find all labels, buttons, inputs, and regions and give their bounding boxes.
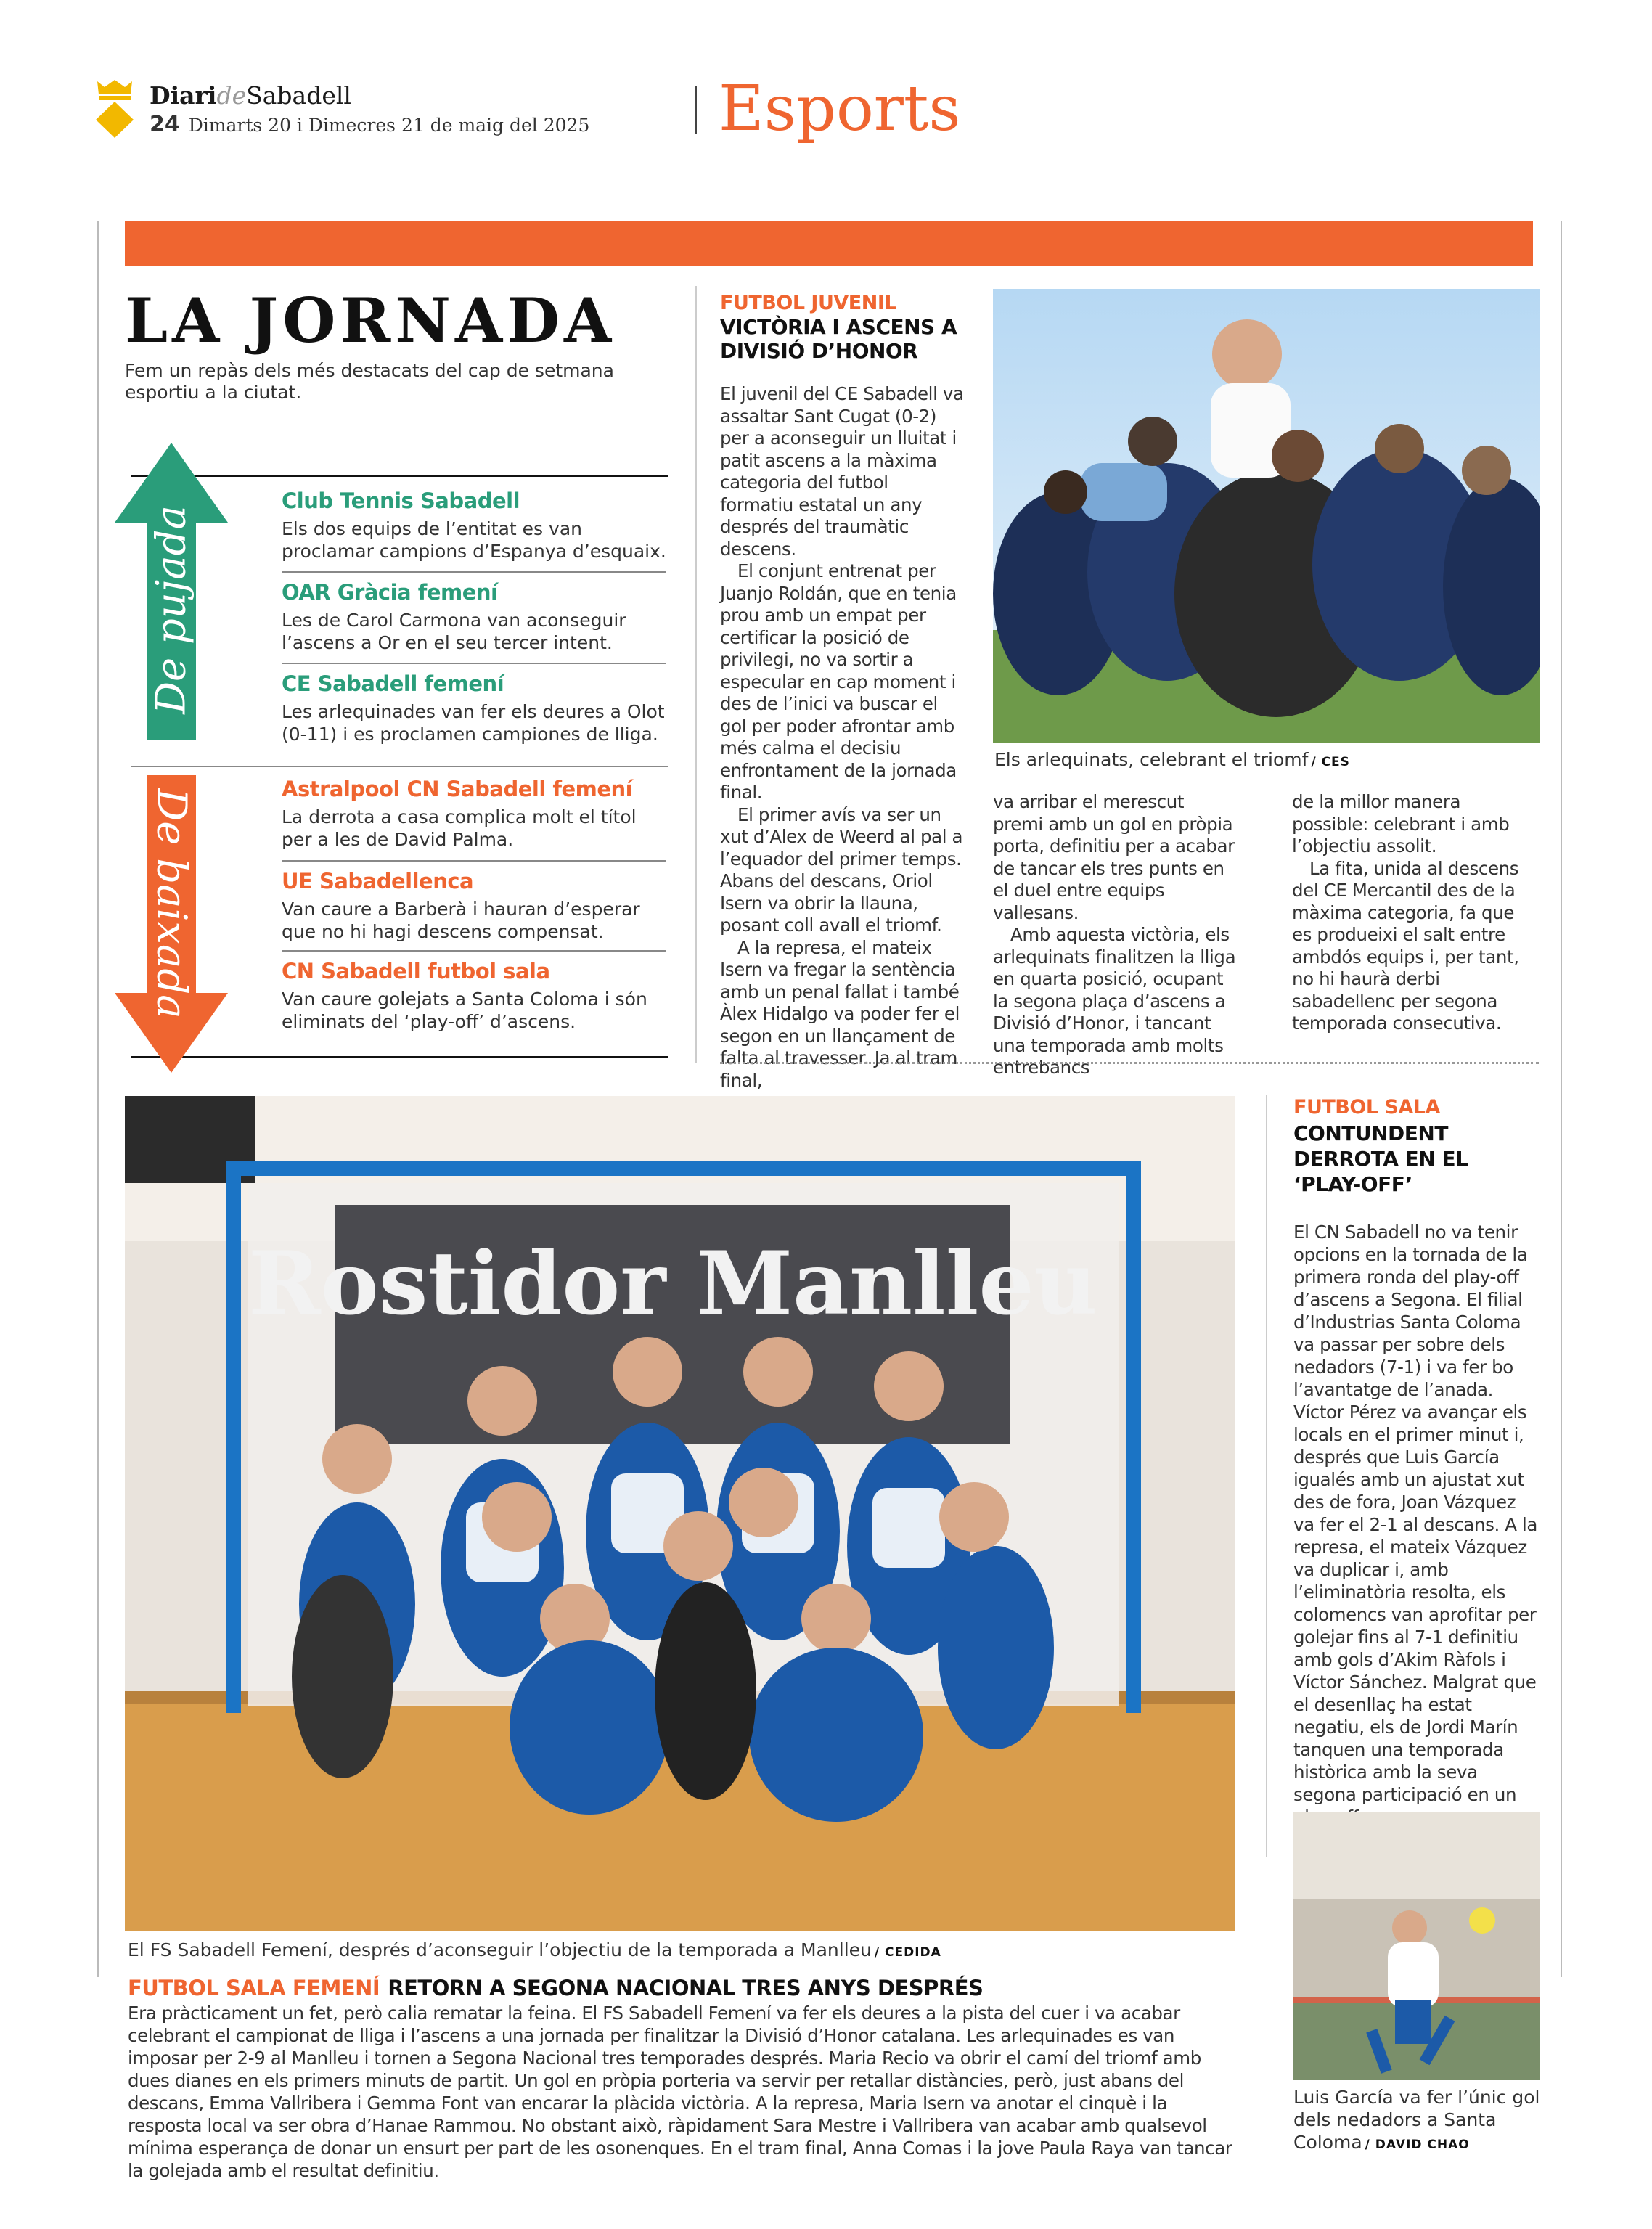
paragraph: La fita, unida al descens del CE Mercantil des de la màxima categoria, fa que es produeixi el salt entre ambdós equips i, per tant, no hi haurà derbi sabadellenc per segona temporada consecutiva. bbox=[1292, 857, 1519, 1034]
up-item-text: Les de Carol Carmona van aconseguir l’ascens a Or en el seu tercer intent. bbox=[282, 610, 626, 653]
item-divider bbox=[282, 663, 666, 664]
jornada-middle-rule bbox=[131, 766, 668, 767]
brand-de: de bbox=[216, 81, 247, 110]
brand-main: Diari bbox=[150, 81, 217, 110]
paragraph: El juvenil del CE Sabadell va assaltar Sant Cugat (0-2) per a aconseguir un lluitat i patit ascens a la màxima categoria del futbol formatiu estatal un any després del traumàtic descens. bbox=[720, 383, 964, 560]
futsal-photo-caption bbox=[1293, 2086, 1540, 2156]
femeni-photo-caption bbox=[128, 1939, 941, 1960]
up-item-text: Els dos equips de l’entitat es van proclamar campions d’Espanya d’esquaix. bbox=[282, 518, 666, 562]
juvenil-column-1 bbox=[720, 383, 964, 1092]
section-band bbox=[125, 221, 1533, 266]
up-item bbox=[282, 671, 666, 745]
paragraph: va arribar el merescut premi amb un gol en pròpia porta, definitiu per a acabar de tancar els tres punts en el duel entre equips vallesans. bbox=[993, 791, 1235, 923]
down-item bbox=[282, 777, 666, 851]
juvenil-headline: VICTÒRIA I ASCENS A DIVISIÓ D’HONOR bbox=[720, 315, 957, 363]
paragraph: de la millor manera possible: celebrant i amb l’objectiu assolit. bbox=[1292, 791, 1510, 856]
down-item-title: Astralpool CN Sabadell femení bbox=[282, 777, 633, 801]
down-item-title: CN Sabadell futbol sala bbox=[282, 959, 550, 983]
up-label: De pujada bbox=[147, 505, 195, 714]
femeni-body: Era pràcticament un fet, però calia rematar la feina. El FS Sabadell Femení va fer els deures a la pista del cuer i va acabar celebrant el campionat de lliga i l’ascens a una jornada per finalitzar la Divisió d’Honor catalana. Les arlequinades es van imposar per 2-9 al Manlleu i tornen a Segona Nacional tres temporades després. Maria Recio va obrir el camí del triomf amb dues dianes en els primers minuts de partit. Un gol en pròpia porteria va servir per retallar distàncies, però, just abans del descans, Emma Vallribera i Gemma Font van encarar la plàcida victòria. A la represa, Maria Isern va anotar el cinquè i la resposta local va ser obra d’Hanae Rammou. No obstant això, ràpidament Sara Mestre i Vallribera van acabar amb qualsevol mínima esperança de donar un ensurt per part de les osonenques. En el tram final, Anna Comas i la jove Paula Raya van tancar la golejada amb el resultat definitiu. bbox=[128, 2003, 1232, 2181]
paragraph: A la represa, el mateix Isern va fregar la sentència amb un penal fallat i també Àlex Hidalgo va poder fer el segon en un llançament de falta al travesser. Ja al tram final, bbox=[720, 936, 960, 1091]
caption-text: Els arlequinats, celebrant el triomf bbox=[994, 749, 1309, 770]
photo-credit: / CES bbox=[1311, 755, 1350, 769]
page-number: 24 bbox=[150, 112, 180, 137]
down-item bbox=[282, 959, 666, 1033]
juvenil-photo-caption bbox=[994, 749, 1350, 770]
juvenil-kicker: FUTBOL JUVENIL bbox=[720, 292, 897, 314]
futsal-headline: CONTUNDENT DERROTA EN EL ‘PLAY-OFF’ bbox=[1293, 1121, 1468, 1196]
juvenil-photo bbox=[993, 289, 1540, 743]
brand-city: Sabadell bbox=[246, 81, 351, 110]
item-divider bbox=[282, 950, 666, 952]
paragraph: El conjunt entrenat per Juanjo Roldán, que en tenia prou amb un empat per certificar la posició de privilegi, no va sortir a especular en cap moment i des de l’inici va buscar el gol per poder afrontar amb més calma el decisiu enfrontament de la jornada final. bbox=[720, 560, 957, 803]
left-frame-line bbox=[97, 221, 99, 1977]
paragraph: Amb aquesta victòria, els arlequinats finalitzen la lliga en quarta posició, ocupant la segona plaça d’ascens a Divisió d’Honor, i tancant una temporada amb molts entrebancs bbox=[993, 924, 1236, 1078]
column-divider bbox=[1266, 1095, 1267, 1857]
futsal-kicker: FUTBOL SALA bbox=[1293, 1096, 1440, 1118]
futsal-body: El CN Sabadell no va tenir opcions en la tornada de la primera ronda del play-off d’ascens a Segona. El filial d’Industrias Santa Coloma va passar per sobre dels nedadors (7-1) i va fer bo l’avantatge de l’anada. Víctor Pérez va avançar els locals en el primer minut i, després que Luis García igualés amb un ajustat xut des de fora, Joan Vázquez va fer el 2-1 al descans. A la represa, el mateix Vázquez va duplicar i, amb l’eliminatòria resolta, els colomencs van aprofitar per golejar fins al 7-1 definitiu amb gols d’Akim Ràfols i Víctor Sánchez. Malgrat que el desenllaç ha estat negatiu, els de Jordi Marín tanquen una temporada històrica amb la seva segona participació en un bbox=[1293, 1222, 1538, 1805]
photo-credit: / DAVID CHAO bbox=[1365, 2138, 1470, 2152]
photo-credit: / CEDIDA bbox=[874, 1945, 941, 1960]
up-item-title: OAR Gràcia femení bbox=[282, 580, 498, 605]
femeni-photo bbox=[125, 1096, 1235, 1931]
goal-banner: Rostidor Manlleu bbox=[248, 1232, 1097, 1335]
down-item-title: UE Sabadellenca bbox=[282, 869, 474, 893]
up-item-title: CE Sabadell femení bbox=[282, 671, 504, 696]
femeni-headline: RETORN A SEGONA NACIONAL TRES ANYS DESPRÉS bbox=[388, 1976, 984, 2000]
down-label: De baixada bbox=[147, 788, 195, 1019]
down-item-text: Van caure golejats a Santa Coloma i són eliminats del ‘play-off’ d’ascens. bbox=[282, 989, 647, 1032]
paragraph: El primer avís va ser un xut d’Alex de Weerd al pal a l’equador del primer temps. Abans del descans, Oriol Isern va obrir la llauna, posant coll avall el triomf. bbox=[720, 803, 963, 936]
caption-text: El FS Sabadell Femení, després d’aconseguir l’objectiu de la temporada a Manlleu bbox=[128, 1939, 872, 1960]
down-item bbox=[282, 869, 666, 943]
femeni-kicker: FUTBOL SALA FEMENÍ bbox=[128, 1976, 380, 2000]
juvenil-column-3 bbox=[1292, 791, 1539, 1035]
up-item-title: Club Tennis Sabadell bbox=[282, 488, 520, 513]
futsal-photo bbox=[1293, 1812, 1540, 2080]
newspaper-masthead[interactable] bbox=[150, 81, 351, 110]
caption-text: Luis García va fer l’únic gol dels nedadors a Santa Coloma bbox=[1293, 2087, 1540, 2153]
femeni-heading bbox=[128, 1976, 1238, 2000]
right-frame-line bbox=[1561, 221, 1562, 1977]
newspaper-logo-icon bbox=[94, 80, 135, 138]
down-item-text: Van caure a Barberà i hauran d’esperar que no hi hagi descens compensat. bbox=[282, 899, 640, 942]
issue-date: Dimarts 20 i Dimecres 21 de maig del 2025 bbox=[188, 115, 590, 136]
down-item-text: La derrota a casa complica molt el títol per a les de David Palma. bbox=[282, 806, 637, 850]
up-item-text: Les arlequinades van fer els deures a Olot (0-11) i es proclamen campiones de lliga. bbox=[282, 701, 665, 745]
item-divider bbox=[282, 860, 666, 862]
page-info bbox=[150, 112, 589, 137]
dotted-divider bbox=[720, 1062, 1539, 1064]
jornada-title: LA JORNADA bbox=[125, 285, 616, 356]
up-item bbox=[282, 488, 666, 563]
item-divider bbox=[282, 571, 666, 573]
header-divider bbox=[695, 86, 697, 134]
column-divider bbox=[695, 286, 697, 1063]
jornada-subtitle: Fem un repàs dels més destacats del cap de setmana esportiu a la ciutat. bbox=[125, 360, 614, 403]
section-title: Esports bbox=[719, 73, 961, 145]
juvenil-column-2 bbox=[993, 791, 1238, 1079]
up-item bbox=[282, 580, 666, 654]
